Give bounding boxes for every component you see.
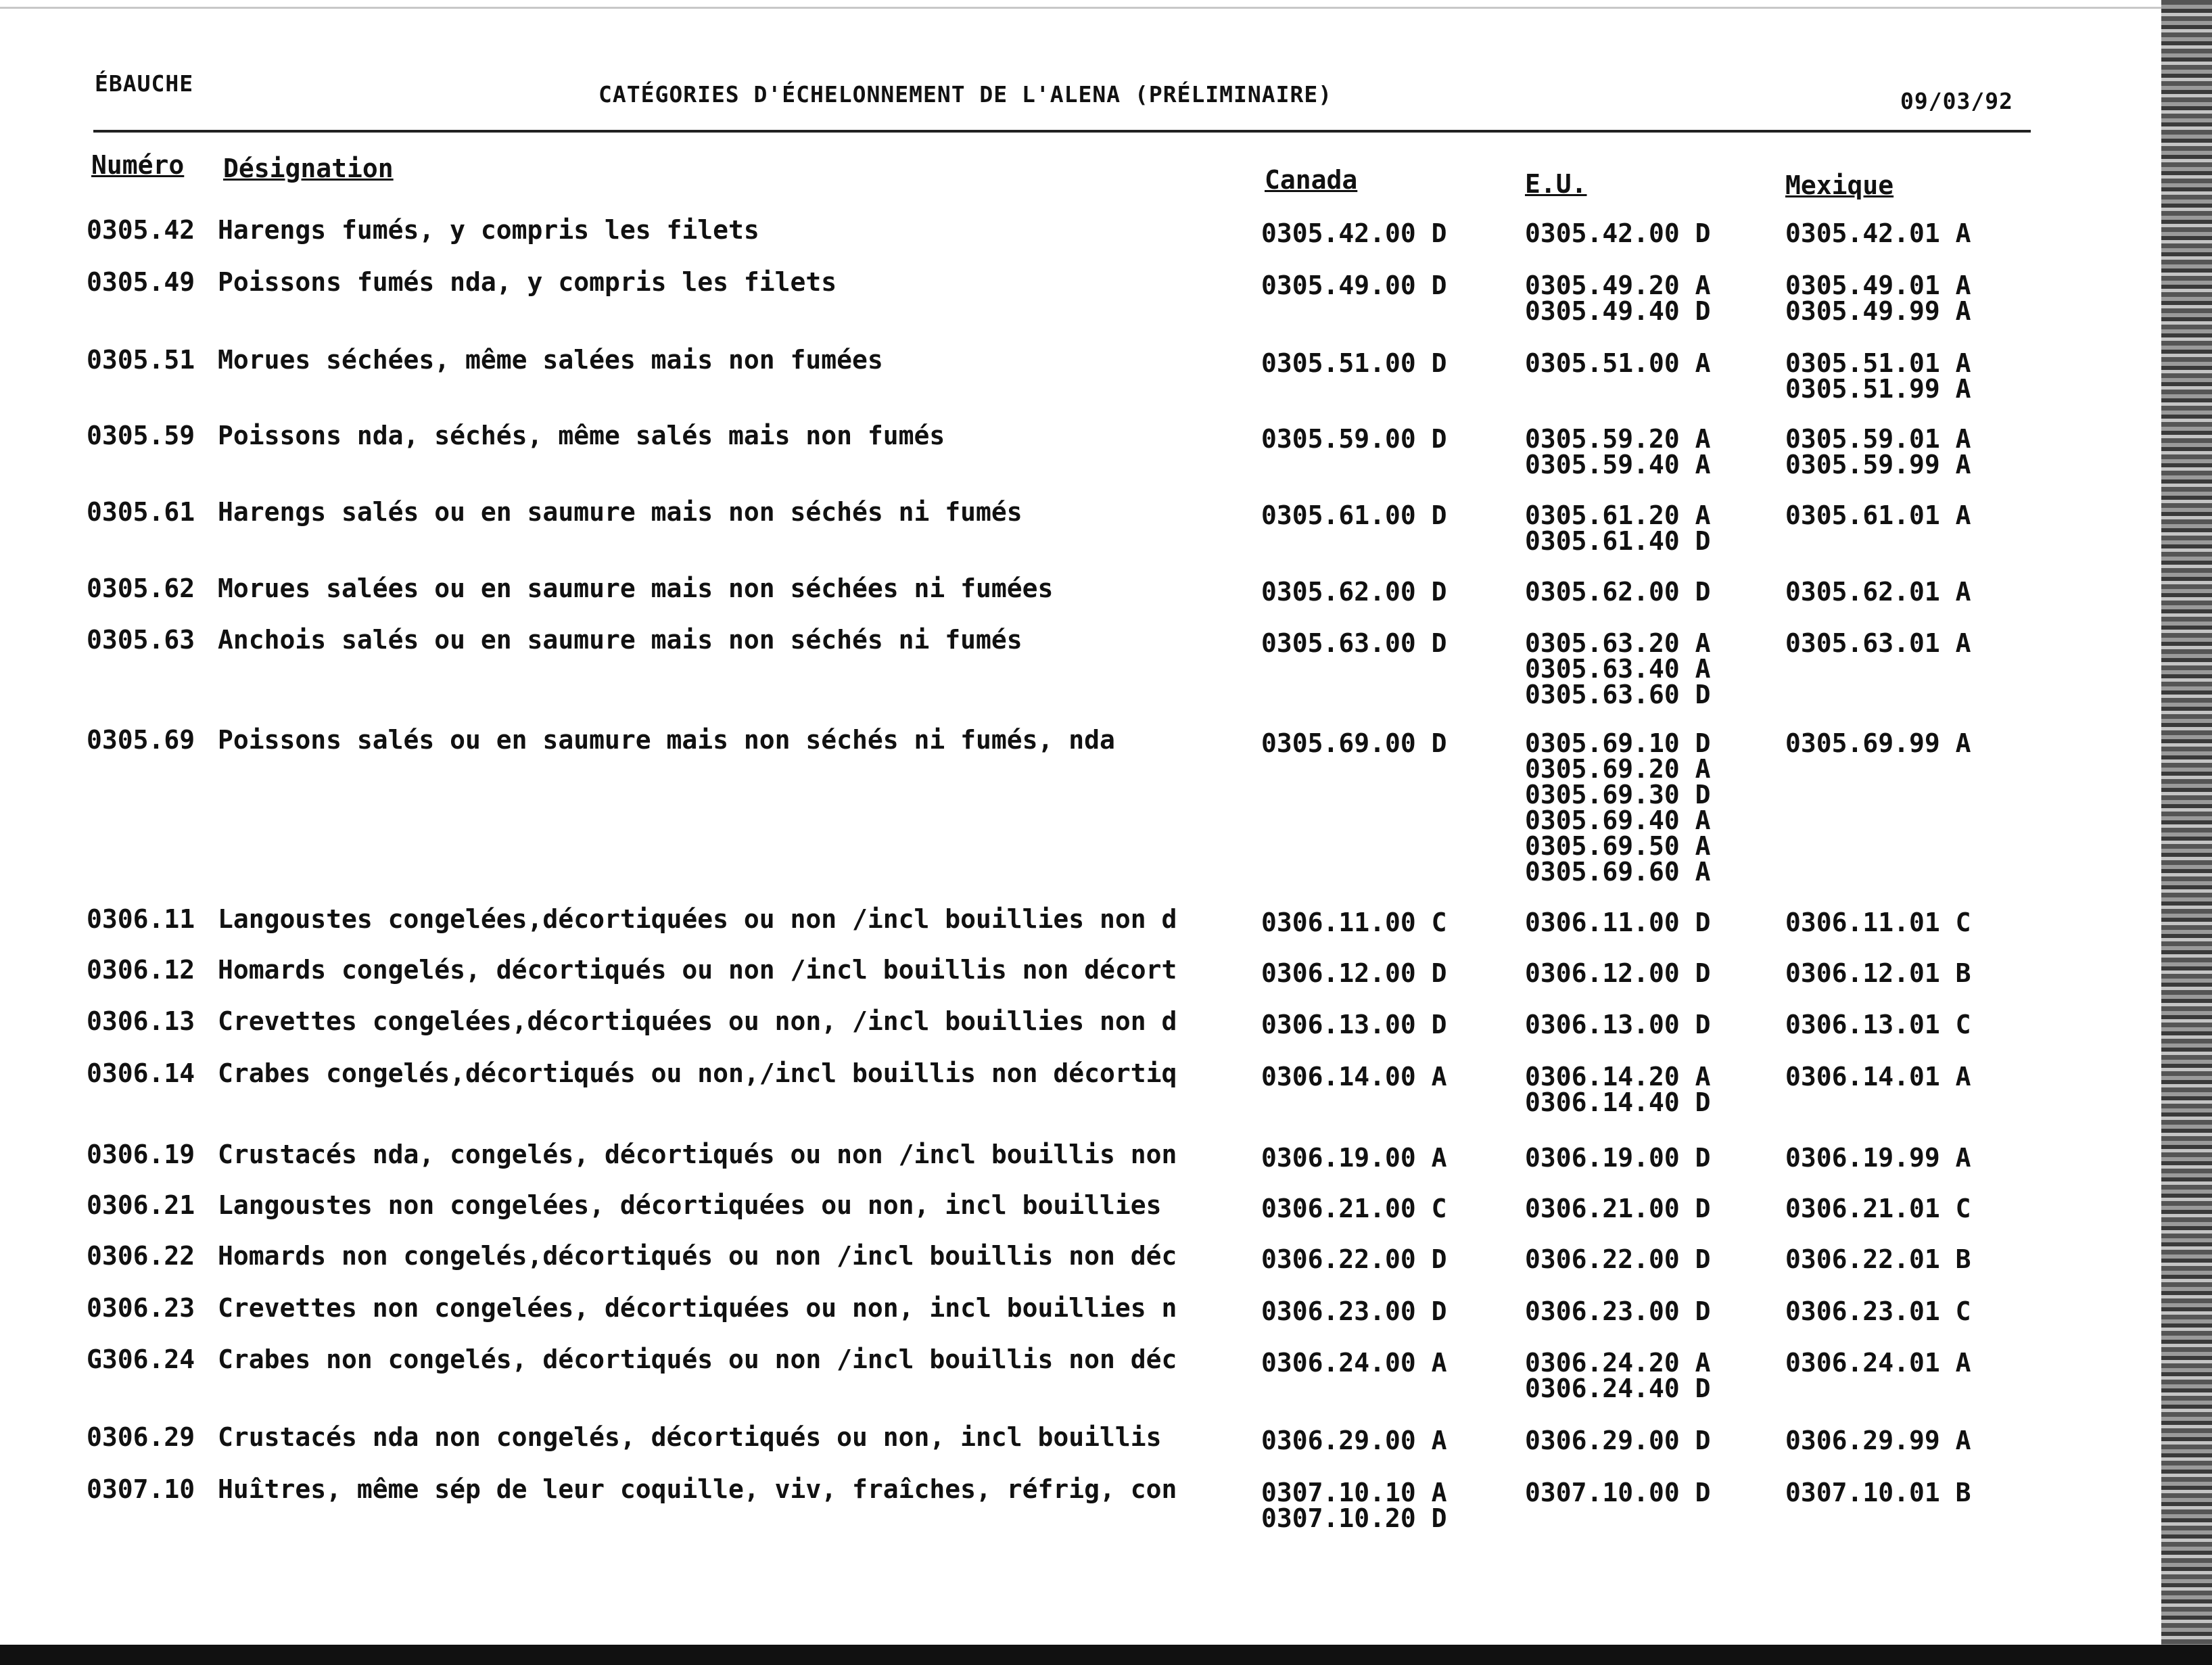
- tariff-number: 0305.63: [87, 625, 195, 655]
- staging-code: 0306.22.00 D: [1525, 1244, 1711, 1274]
- mexique-codes: [1785, 1062, 1971, 1092]
- mexique-codes: [1785, 1298, 1971, 1324]
- tariff-number: 0306.11: [87, 904, 195, 934]
- eu-codes: [1525, 273, 1711, 324]
- tariff-designation: Poissons nda, séchés, même salés mais non fumés: [218, 421, 945, 450]
- eu-codes: [1525, 1145, 1711, 1171]
- staging-code: 0305.69.00 D: [1261, 728, 1447, 758]
- tariff-designation: Crabes non congelés, décortiqués ou non /incl bouillis non déc: [218, 1344, 1177, 1374]
- tariff-number: 0305.59: [87, 421, 195, 450]
- staging-code: 0306.14.20 A: [1525, 1062, 1711, 1092]
- tariff-designation: Langoustes non congelées, décortiquées ou non, incl bouillies: [218, 1190, 1162, 1220]
- staging-code: 0305.49.40 D: [1525, 296, 1711, 326]
- mexique-codes: [1785, 579, 1971, 605]
- staging-code: 0305.61.01 A: [1785, 500, 1971, 530]
- eu-codes: [1525, 730, 1711, 885]
- staging-code: 0305.42.00 D: [1261, 218, 1447, 248]
- eu-codes: [1525, 1012, 1711, 1037]
- eu-codes: [1525, 1298, 1711, 1324]
- tariff-designation: Crustacés nda, congelés, décortiqués ou non /incl bouillis non: [218, 1140, 1177, 1169]
- tariff-number: 0306.29: [87, 1422, 195, 1452]
- staging-code: 0305.62.01 A: [1785, 577, 1971, 607]
- mexique-codes: [1785, 1196, 1971, 1221]
- column-header-canada: Canada: [1265, 165, 1358, 195]
- tariff-designation: Anchois salés ou en saumure mais non séchés ni fumés: [218, 625, 1022, 655]
- mexique-codes: [1785, 350, 1971, 402]
- canada-codes: [1261, 502, 1447, 528]
- eu-codes: [1525, 1064, 1711, 1115]
- canada-codes: [1261, 1298, 1447, 1324]
- staging-code: 0306.21.00 D: [1525, 1194, 1711, 1223]
- mexique-codes: [1785, 1012, 1971, 1037]
- staging-code: 0306.11.00 D: [1525, 908, 1711, 937]
- canada-codes: [1261, 630, 1447, 656]
- staging-code: 0307.10.10 A: [1261, 1478, 1447, 1507]
- staging-code: 0305.61.00 D: [1261, 500, 1447, 530]
- staging-code: 0306.21.01 C: [1785, 1194, 1971, 1223]
- tariff-number: 0306.13: [87, 1006, 195, 1036]
- staging-code: 0306.12.01 B: [1785, 958, 1971, 988]
- staging-code: 0306.19.00 D: [1525, 1143, 1711, 1173]
- staging-code: 0305.62.00 D: [1525, 577, 1711, 607]
- tariff-designation: Crabes congelés,décortiqués ou non,/incl bouillis non décortiq: [218, 1058, 1177, 1088]
- staging-code: 0306.14.00 A: [1261, 1062, 1447, 1092]
- eu-codes: [1525, 1196, 1711, 1221]
- canada-codes: [1261, 1196, 1447, 1221]
- staging-code: 0305.59.20 A: [1525, 424, 1711, 454]
- staging-code: 0305.63.00 D: [1261, 628, 1447, 658]
- staging-code: 0306.29.99 A: [1785, 1426, 1971, 1455]
- eu-codes: [1525, 220, 1711, 246]
- tariff-number: 0305.62: [87, 573, 195, 603]
- staging-code: 0306.23.00 D: [1261, 1296, 1447, 1326]
- column-header-eu: E.U.: [1525, 169, 1587, 199]
- staging-code: 0305.63.01 A: [1785, 628, 1971, 658]
- staging-code: 0305.69.60 A: [1525, 857, 1711, 887]
- staging-code: 0307.10.00 D: [1525, 1478, 1711, 1507]
- canada-codes: [1261, 1145, 1447, 1171]
- eu-codes: [1525, 502, 1711, 554]
- canada-codes: [1261, 220, 1447, 246]
- column-header-numero: Numéro: [91, 150, 185, 180]
- canada-codes: [1261, 910, 1447, 935]
- staging-code: 0306.23.00 D: [1525, 1296, 1711, 1326]
- tariff-designation: Poissons fumés nda, y compris les filets: [218, 267, 837, 297]
- staging-code: 0305.51.99 A: [1785, 374, 1971, 404]
- canada-codes: [1261, 730, 1447, 756]
- staging-code: 0306.24.00 A: [1261, 1348, 1447, 1378]
- canada-codes: [1261, 273, 1447, 298]
- staging-code: 0306.29.00 A: [1261, 1426, 1447, 1455]
- eu-codes: [1525, 579, 1711, 605]
- tariff-number: 0306.12: [87, 955, 195, 985]
- tariff-designation: Homards congelés, décortiqués ou non /incl bouillis non décort: [218, 955, 1177, 985]
- staging-code: 0305.51.00 D: [1261, 348, 1447, 378]
- mexique-codes: [1785, 1246, 1971, 1272]
- staging-code: 0305.69.50 A: [1525, 831, 1711, 861]
- tariff-number: 0306.19: [87, 1140, 195, 1169]
- eu-codes: [1525, 1350, 1711, 1401]
- mexique-codes: [1785, 426, 1971, 477]
- tariff-designation: Harengs fumés, y compris les filets: [218, 215, 759, 245]
- staging-code: 0305.49.99 A: [1785, 296, 1971, 326]
- staging-code: 0306.13.00 D: [1525, 1010, 1711, 1039]
- staging-code: 0306.19.99 A: [1785, 1143, 1971, 1173]
- mexique-codes: [1785, 1145, 1971, 1171]
- staging-code: 0305.69.30 D: [1525, 780, 1711, 810]
- staging-code: 0305.59.00 D: [1261, 424, 1447, 454]
- staging-code: 0305.49.20 A: [1525, 271, 1711, 300]
- staging-code: 0306.22.00 D: [1261, 1244, 1447, 1274]
- staging-code: 0306.24.01 A: [1785, 1348, 1971, 1378]
- mexique-codes: [1785, 1350, 1971, 1376]
- staging-code: 0306.12.00 D: [1525, 958, 1711, 988]
- staging-code: 0306.14.01 A: [1785, 1062, 1971, 1092]
- staging-code: 0306.29.00 D: [1525, 1426, 1711, 1455]
- staging-code: 0306.11.01 C: [1785, 908, 1971, 937]
- staging-code: 0306.23.01 C: [1785, 1296, 1971, 1326]
- staging-code: 0305.61.20 A: [1525, 500, 1711, 530]
- staging-code: 0306.14.40 D: [1525, 1087, 1711, 1117]
- tariff-designation: Crevettes congelées,décortiquées ou non, /incl bouillies non d: [218, 1006, 1177, 1036]
- tariff-number: 0307.10: [87, 1474, 195, 1504]
- mexique-codes: [1785, 730, 1971, 756]
- staging-code: 0305.61.40 D: [1525, 526, 1711, 556]
- tariff-number: 0306.23: [87, 1293, 195, 1323]
- mexique-codes: [1785, 1428, 1971, 1453]
- mexique-codes: [1785, 273, 1971, 324]
- mexique-codes: [1785, 1480, 1971, 1505]
- staging-code: 0305.59.40 A: [1525, 450, 1711, 479]
- staging-code: 0305.63.40 A: [1525, 654, 1711, 684]
- column-header-designation: Désignation: [223, 154, 394, 183]
- eu-codes: [1525, 426, 1711, 477]
- staging-code: 0306.12.00 D: [1261, 958, 1447, 988]
- tariff-number: 0305.69: [87, 725, 195, 755]
- canada-codes: [1261, 1246, 1447, 1272]
- eu-codes: [1525, 630, 1711, 707]
- tariff-designation: Harengs salés ou en saumure mais non séchés ni fumés: [218, 497, 1022, 527]
- page-title: CATÉGORIES D'ÉCHELONNEMENT DE L'ALENA (PRÉLIMINAIRE): [598, 81, 1333, 108]
- tariff-number: 0306.22: [87, 1241, 195, 1271]
- staging-code: 0305.69.10 D: [1525, 728, 1711, 758]
- tariff-number: 0306.21: [87, 1190, 195, 1220]
- staging-code: 0306.24.40 D: [1525, 1374, 1711, 1403]
- mexique-codes: [1785, 960, 1971, 986]
- staging-code: 0305.42.01 A: [1785, 218, 1971, 248]
- staging-code: 0305.42.00 D: [1525, 218, 1711, 248]
- staging-code: 0307.10.01 B: [1785, 1478, 1971, 1507]
- canada-codes: [1261, 1480, 1447, 1531]
- staging-code: 0306.19.00 A: [1261, 1143, 1447, 1173]
- eu-codes: [1525, 910, 1711, 935]
- staging-code: 0307.10.20 D: [1261, 1503, 1447, 1533]
- tariff-number: 0305.51: [87, 345, 195, 375]
- staging-code: 0305.62.00 D: [1261, 577, 1447, 607]
- canada-codes: [1261, 579, 1447, 605]
- canada-codes: [1261, 960, 1447, 986]
- eu-codes: [1525, 1246, 1711, 1272]
- staging-code: 0305.51.01 A: [1785, 348, 1971, 378]
- staging-code: 0306.13.00 D: [1261, 1010, 1447, 1039]
- staging-code: 0306.11.00 C: [1261, 908, 1447, 937]
- document-date: 09/03/92: [1900, 88, 2013, 114]
- staging-code: 0305.49.01 A: [1785, 271, 1971, 300]
- tariff-number: 0306.14: [87, 1058, 195, 1088]
- tariff-designation: Homards non congelés,décortiqués ou non /incl bouillis non déc: [218, 1241, 1177, 1271]
- tariff-designation: Huîtres, même sép de leur coquille, viv, fraîches, réfrig, con: [218, 1474, 1177, 1504]
- draft-label: ÉBAUCHE: [95, 70, 194, 97]
- staging-code: 0305.69.99 A: [1785, 728, 1971, 758]
- column-header-mexique: Mexique: [1785, 170, 1894, 200]
- tariff-designation: Crevettes non congelées, décortiquées ou non, incl bouillies n: [218, 1293, 1177, 1323]
- tariff-designation: Morues séchées, même salées mais non fumées: [218, 345, 883, 375]
- staging-code: 0305.69.40 A: [1525, 805, 1711, 835]
- tariff-designation: Crustacés nda non congelés, décortiqués ou non, incl bouillis: [218, 1422, 1162, 1452]
- staging-code: 0305.69.20 A: [1525, 754, 1711, 784]
- staging-code: 0306.22.01 B: [1785, 1244, 1971, 1274]
- staging-code: 0306.13.01 C: [1785, 1010, 1971, 1039]
- staging-code: 0306.24.20 A: [1525, 1348, 1711, 1378]
- tariff-number: 0305.49: [87, 267, 195, 297]
- tariff-designation: Poissons salés ou en saumure mais non séchés ni fumés, nda: [218, 725, 1115, 755]
- staging-code: 0305.59.99 A: [1785, 450, 1971, 479]
- mexique-codes: [1785, 630, 1971, 656]
- tariff-designation: Langoustes congelées,décortiquées ou non /incl bouillies non d: [218, 904, 1177, 934]
- canada-codes: [1261, 1428, 1447, 1453]
- canada-codes: [1261, 1350, 1447, 1376]
- tariff-number: 0305.61: [87, 497, 195, 527]
- tariff-designation: Morues salées ou en saumure mais non séchées ni fumées: [218, 573, 1054, 603]
- eu-codes: [1525, 350, 1711, 376]
- mexique-codes: [1785, 220, 1971, 246]
- tariff-number: G306.24: [87, 1344, 195, 1374]
- canada-codes: [1261, 426, 1447, 452]
- canada-codes: [1261, 350, 1447, 376]
- staging-code: 0305.63.60 D: [1525, 680, 1711, 709]
- eu-codes: [1525, 1428, 1711, 1453]
- staging-code: 0305.49.00 D: [1261, 271, 1447, 300]
- eu-codes: [1525, 1480, 1711, 1505]
- mexique-codes: [1785, 502, 1971, 528]
- canada-codes: [1261, 1012, 1447, 1037]
- staging-code: 0305.63.20 A: [1525, 628, 1711, 658]
- staging-code: 0305.59.01 A: [1785, 424, 1971, 454]
- eu-codes: [1525, 960, 1711, 986]
- canada-codes: [1261, 1062, 1447, 1092]
- staging-code: 0305.51.00 A: [1525, 348, 1711, 378]
- staging-code: 0306.21.00 C: [1261, 1194, 1447, 1223]
- tariff-number: 0305.42: [87, 215, 195, 245]
- mexique-codes: [1785, 910, 1971, 935]
